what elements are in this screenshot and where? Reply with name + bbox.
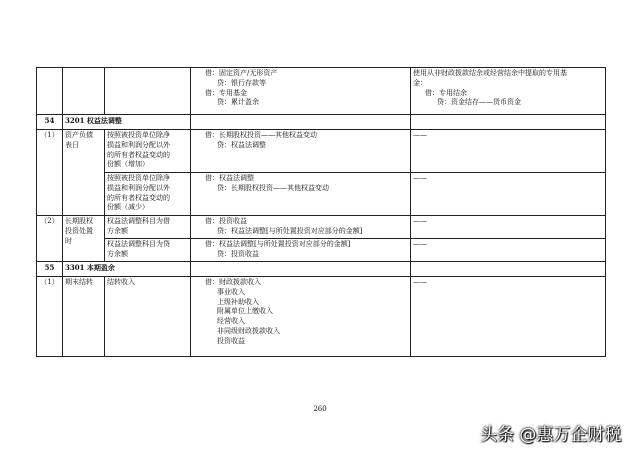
entry-line: 上级补助收入 [217, 297, 259, 306]
desc-line: 损益和利润分配以外 [107, 183, 170, 192]
category-line: 表日 [65, 140, 79, 149]
item-category: 期末结转 [63, 277, 105, 357]
section-number: 54 [37, 115, 63, 130]
cell-empty [411, 115, 606, 130]
desc-line: 权益法调整科目为借 [107, 217, 170, 225]
entry-line: 使用从非财政拨款结余或经营结余中提取的专用基 [413, 69, 567, 77]
item-description: 结转收入 [105, 277, 191, 357]
entry-line: 借：权益法调整 [205, 174, 254, 182]
entry-line: 贷：权益法调整[与所处置投资对应部分的金额] [217, 226, 363, 235]
entry-line: 附属单位上缴收入 [217, 307, 273, 316]
table-row [37, 216, 606, 239]
entry-line: 贷：权益法调整 [217, 140, 266, 149]
entry-line: 贷：投资收益 [217, 249, 259, 258]
item-category [63, 130, 105, 216]
watermark-text: 头条 @惠万企财税 [480, 425, 622, 445]
page-number: 260 [313, 405, 327, 413]
category-line: 资产负债 [65, 131, 93, 139]
item-index: （2） [37, 216, 63, 262]
budget-entry-cell [411, 173, 606, 216]
financial-entry-cell [191, 130, 411, 173]
financial-entry-cell [191, 216, 411, 239]
entry-line: 贷：累计盈余 [217, 98, 259, 107]
empty-dash: —— [413, 174, 427, 182]
item-category [63, 216, 105, 262]
item-description [105, 216, 191, 239]
desc-line: 的所有者权益变动的 [107, 150, 170, 159]
financial-entry-cell [191, 173, 411, 216]
desc-line: 的所有者权益变动的 [107, 193, 170, 202]
item-description [105, 239, 191, 262]
entry-line: 借：专用基金 [205, 88, 247, 97]
table-row [37, 173, 606, 216]
item-index: （1） [37, 130, 63, 216]
entry-line: 经营收入 [217, 317, 245, 326]
entry-line: 投资收益 [217, 336, 245, 345]
entry-line: 借：专用结余 [425, 88, 467, 97]
section-title: 3201 权益法调整 [63, 115, 191, 130]
cell-empty [37, 68, 63, 115]
entry-line: 借：长期股权投资——其他权益变动 [205, 131, 317, 139]
section-header-row [37, 262, 606, 277]
category-line: 投资处置 [65, 226, 93, 235]
entry-line: 借：投资收益 [205, 217, 247, 225]
section-number: 55 [37, 262, 63, 277]
financial-entry-cell [191, 68, 411, 115]
entry-line: 金： [413, 78, 427, 87]
entry-line: 借：固定资产/无形资产 [205, 69, 278, 77]
entry-line: 借：财政拨款收入 [205, 278, 261, 286]
empty-dash: —— [413, 131, 427, 139]
desc-line: 损益和利润分配以外 [107, 140, 170, 149]
category-line: 长期股权 [65, 217, 93, 225]
item-index: （1） [37, 277, 63, 357]
desc-line: 权益法调整科目为贷 [107, 240, 170, 248]
item-description [105, 130, 191, 173]
entry-line: 非同级财政拨款收入 [217, 326, 280, 335]
table-row [37, 239, 606, 262]
budget-entry-cell [411, 68, 606, 115]
budget-entry-cell [411, 130, 606, 173]
entry-line: 贷：银行存款等 [217, 78, 266, 87]
cell-empty [411, 262, 606, 277]
empty-dash: —— [413, 240, 427, 248]
entry-line: 贷：资金结存——货币资金 [437, 98, 521, 107]
cell-empty [105, 68, 191, 115]
financial-entry-cell [191, 239, 411, 262]
budget-entry-cell [411, 277, 606, 357]
entry-line: 事业收入 [217, 287, 245, 296]
entry-line: 贷：长期股权投资——其他权益变动 [217, 183, 329, 192]
continuation-row [37, 68, 606, 115]
desc-line: 按照被投资单位除净 [107, 131, 170, 139]
accounting-table [36, 67, 606, 357]
cell-empty [191, 115, 411, 130]
section-header-row [37, 115, 606, 130]
desc-line: 方余额 [107, 249, 128, 258]
cell-empty [191, 262, 411, 277]
table-row [37, 277, 606, 357]
desc-line: 方余额 [107, 226, 128, 235]
financial-entry-cell [191, 277, 411, 357]
empty-dash: —— [413, 217, 427, 225]
category-line: 时 [65, 236, 72, 245]
budget-entry-cell [411, 239, 606, 262]
budget-entry-cell [411, 216, 606, 239]
desc-line: 份额（减少） [107, 203, 149, 212]
item-description [105, 173, 191, 216]
section-title: 3301 本期盈余 [63, 262, 191, 277]
cell-empty [63, 68, 105, 115]
table-row [37, 130, 606, 173]
entry-line: 借：权益法调整[与所处置投资对应部分的金额] [205, 240, 351, 248]
desc-line: 按照被投资单位除净 [107, 174, 170, 182]
empty-dash: —— [413, 278, 427, 286]
desc-line: 份额（增加） [107, 160, 149, 169]
